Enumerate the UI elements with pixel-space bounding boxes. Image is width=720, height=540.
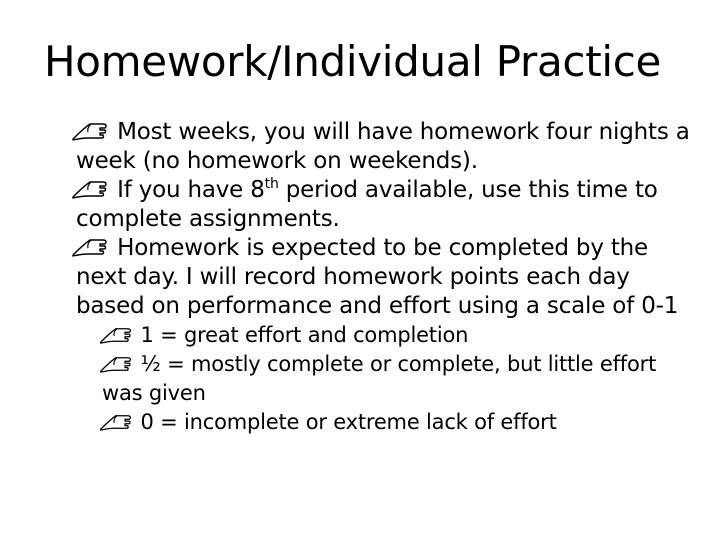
sub-bullet-text: 0 = incomplete or extreme lack of effort: [140, 410, 557, 434]
bullet-text-part: If you have 8: [117, 177, 265, 203]
hand-pointer-icon: [70, 178, 110, 200]
hand-pointer-icon: [98, 412, 134, 432]
hand-pointer-icon: [98, 325, 134, 345]
bullet-item: [60, 118, 700, 176]
sub-bullet-item: [88, 321, 700, 350]
bullet-text: [76, 177, 658, 232]
hand-pointer-icon: [70, 120, 110, 142]
sub-bullet-text: ½ = mostly complete or complete, but little effort was given: [102, 352, 657, 405]
sub-bullet-item: [88, 408, 700, 437]
bullet-text-part: period available, use this time to complete assignments.: [76, 177, 658, 232]
superscript: th: [264, 176, 279, 192]
bullet-item: [60, 234, 700, 321]
bullet-text: Most weeks, you will have homework four nights a week (no homework on weekends).: [76, 119, 690, 174]
bullet-item: [60, 176, 700, 234]
sub-bullet-item: [88, 350, 700, 408]
hand-pointer-icon: [98, 354, 134, 374]
hand-pointer-icon: [70, 236, 110, 258]
slide-title: Homework/Individual Practice: [44, 37, 662, 86]
sub-bullet-text: 1 = great effort and completion: [140, 323, 469, 347]
bullet-text: Homework is expected to be completed by the next day. I will record homework points each day based on performance and effort using a scale of 0-1: [76, 235, 679, 319]
slide-content: [60, 118, 700, 437]
